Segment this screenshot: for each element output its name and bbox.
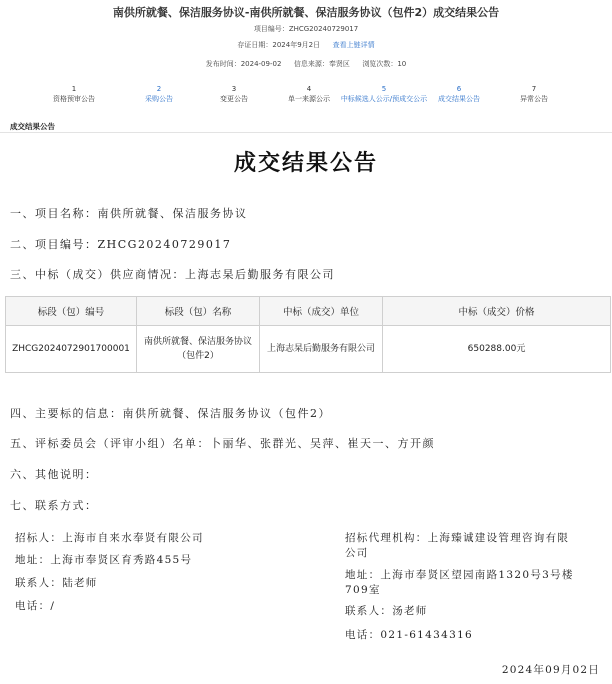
step-label: 采购公告	[145, 95, 173, 103]
column-header: 标段（包）名称	[137, 297, 260, 326]
filing-date-line	[0, 40, 612, 50]
views-label: 浏览次数：	[362, 60, 398, 68]
process-steps	[0, 85, 612, 125]
agent-name-cont: 公司	[345, 547, 369, 559]
project-number-label: 项目编号：	[253, 25, 289, 33]
tenderer-name: 招标人：上海市自来水奉贤有限公司	[15, 532, 204, 544]
result-table	[5, 296, 611, 373]
tenderer-address: 地址：上海市奉贤区育秀路455号	[15, 554, 193, 566]
item-main-subject: 四、主要标的信息：南供所就餐、保洁服务协议（包件2）	[10, 407, 331, 420]
source-label: 信息来源：	[293, 60, 329, 68]
step-number: 2	[156, 85, 162, 93]
step-exception[interactable]	[489, 85, 579, 104]
section-tag: 成交结果公告	[10, 122, 55, 131]
tenderer-contact: 联系人：陆老师	[15, 577, 98, 589]
column-header: 中标（成交）价格	[383, 297, 611, 326]
step-prequalification[interactable]	[29, 85, 119, 104]
column-header: 标段（包）编号	[6, 297, 137, 326]
views-count: 10	[397, 60, 407, 68]
divider	[0, 132, 612, 133]
chain-details-link[interactable]: 查看上链详情	[332, 41, 375, 49]
step-number: 7	[531, 85, 537, 93]
agent-phone: 电话：021-61434316	[345, 629, 474, 641]
item-other-notes: 六、其他说明：	[10, 468, 98, 481]
page-title: 南供所就餐、保洁服务协议-南供所就餐、保洁服务协议（包件2）成交结果公告	[112, 6, 500, 19]
tenderer-phone: 电话：/	[15, 600, 56, 612]
table-header-row	[6, 297, 611, 326]
step-number: 3	[231, 85, 237, 93]
step-number: 1	[71, 85, 77, 93]
agent-contact: 联系人：汤老师	[345, 605, 428, 617]
publish-info-line	[0, 59, 612, 69]
item-project-number: 二、项目编号：ZHCG20240729017	[10, 238, 232, 251]
step-label: 资格预审公告	[53, 95, 95, 103]
publish-time: 2024-09-02	[240, 60, 282, 68]
step-label: 异常公告	[520, 95, 548, 103]
step-number: 6	[456, 85, 462, 93]
step-number: 5	[381, 85, 387, 93]
filing-date: 2024年9月2日	[272, 41, 321, 49]
step-number: 4	[306, 85, 312, 93]
step-label: 中标候选人公示/预成交公示	[340, 95, 428, 103]
step-label: 成交结果公告	[438, 95, 480, 103]
agent-address-cont: 709室	[345, 584, 381, 596]
agent-name: 招标代理机构：上海臻诚建设管理咨询有限	[345, 532, 570, 544]
source: 奉贤区	[328, 60, 350, 68]
project-number-line	[0, 24, 612, 34]
filing-date-label: 存证日期：	[237, 41, 273, 49]
publish-time-label: 发布时间：	[205, 60, 241, 68]
agent-address: 地址：上海市奉贤区望园南路1320号3号楼	[345, 569, 574, 581]
item-supplier: 三、中标（成交）供应商情况：上海志杲后勤服务有限公司	[10, 268, 335, 281]
table-row	[6, 326, 611, 373]
item-committee: 五、评标委员会（评审小组）名单：卜丽华、张群光、吴萍、崔天一、方开颜	[10, 437, 435, 450]
column-header: 中标（成交）单位	[260, 297, 383, 326]
step-label: 单一来源公示	[288, 95, 330, 103]
document-title: 成交结果公告	[233, 151, 378, 176]
table-cell: 650288.00元	[383, 326, 611, 373]
table-cell: 南供所就餐、保洁服务协议（包件2）	[137, 326, 260, 373]
project-number: ZHCG20240729017	[288, 25, 359, 33]
item-contact: 七、联系方式：	[10, 499, 98, 512]
item-project-name: 一、项目名称：南供所就餐、保洁服务协议	[10, 207, 248, 220]
table-cell: 上海志杲后勤服务有限公司	[260, 326, 383, 373]
table-cell: ZHCG2024072901700001	[6, 326, 137, 373]
publish-date: 2024年09月02日	[501, 664, 600, 676]
step-label: 变更公告	[220, 95, 248, 103]
